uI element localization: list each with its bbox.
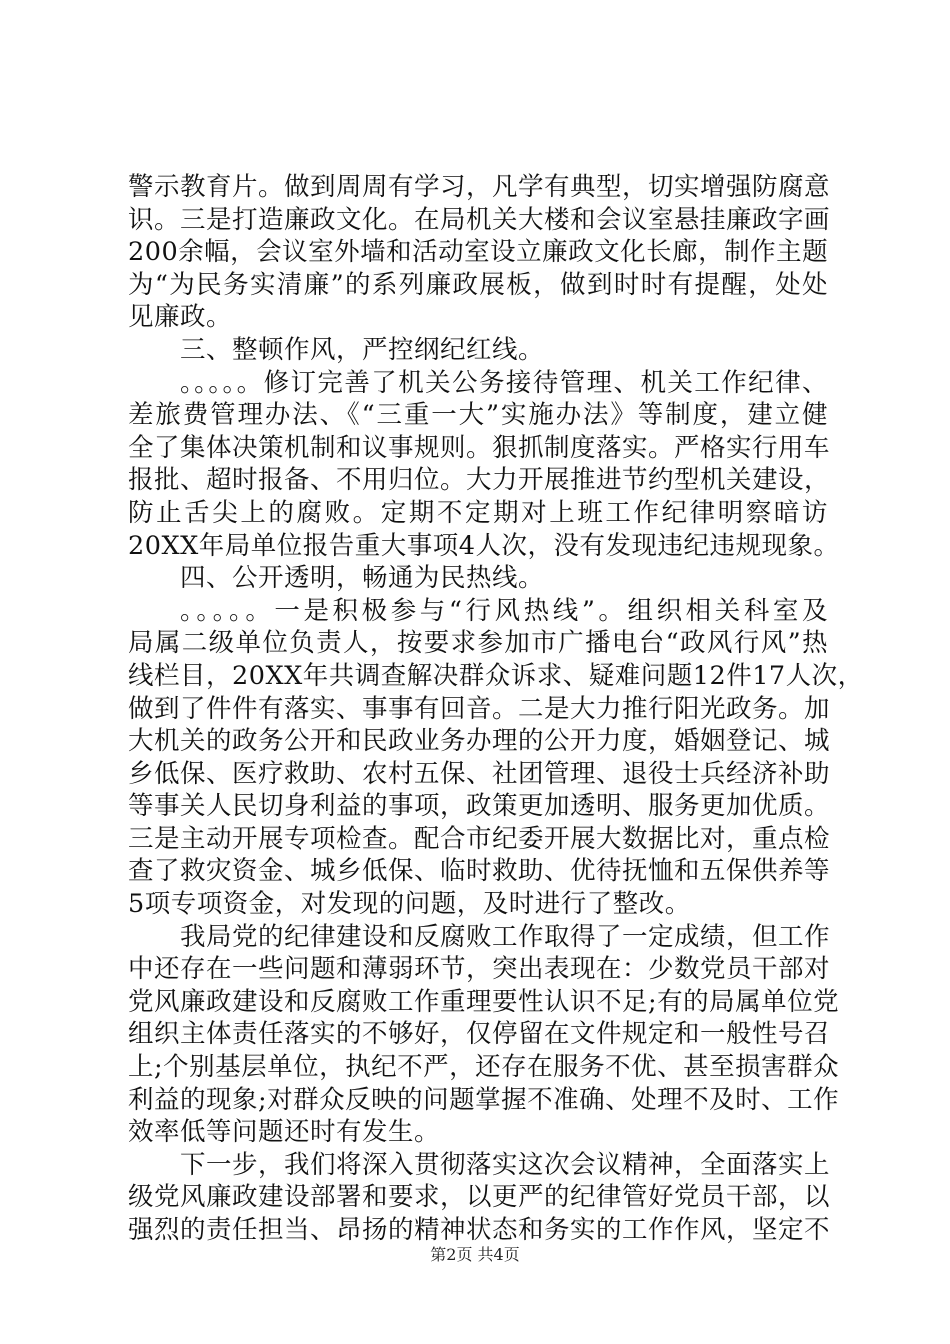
text-line: 效率低等问题还时有发生。: [128, 1117, 441, 1148]
document-body: [128, 171, 864, 1247]
text-line: 做到了件件有落实、事事有回音。二是大力推行阳光政务。加: [128, 693, 831, 724]
text-line: 防止舌尖上的腐败。定期不定期对上班工作纪律明察暗访: [128, 497, 828, 528]
text-line: 大机关的政务公开和民政业务办理的公开力度，婚姻登记、城: [128, 726, 831, 757]
text-line: 20XX年局单位报告重大事项4人次，没有发现违纪违规现象。: [128, 530, 840, 561]
text-line: 为“为民务实清廉”的系列廉政展板，做到时时有提醒，处处: [128, 269, 828, 300]
text-line: 下一步，我们将深入贯彻落实这次会议精神，全面落实上: [180, 1149, 831, 1180]
text-line: 差旅费管理办法、《“三重一大”实施办法》等制度，建立健: [128, 400, 828, 431]
text-line: 200余幅，会议室外墙和活动室设立廉政文化长廊，制作主题: [128, 237, 829, 268]
text-line: 上;个别基层单位，执纪不严，还存在服务不优、甚至损害群众: [128, 1052, 840, 1083]
text-line: 利益的现象;对群众反映的问题掌握不准确、处理不及时、工作: [128, 1084, 840, 1115]
text-line: 强烈的责任担当、昂扬的精神状态和务实的工作作风，坚定不: [128, 1215, 831, 1245]
text-line: 查了救灾资金、城乡低保、临时救助、优待抚恤和五保供养等: [128, 856, 831, 887]
text-line: 见廉政。: [128, 302, 233, 333]
text-line: 识。三是打造廉政文化。在局机关大楼和会议室悬挂廉政字画: [128, 204, 831, 235]
text-line: 报批、超时报备、不用归位。大力开展推进节约型机关建设，: [128, 465, 831, 496]
text-line: 5项专项资金，对发现的问题，及时进行了整改。: [128, 889, 691, 920]
text-line: 。。。。。修订完善了机关公务接待管理、机关工作纪律、: [180, 367, 828, 398]
text-line: 中还存在一些问题和薄弱环节，突出表现在：少数党员干部对: [128, 954, 831, 985]
text-line: 。。。。。一是积极参与“行风热线”。组织相关科室及: [180, 595, 828, 626]
text-line: 三、整顿作风，严控纲纪红线。: [180, 334, 545, 365]
text-line: 等事关人民切身利益的事项，政策更加透明、服务更加优质。: [128, 791, 831, 822]
text-line: 我局党的纪律建设和反腐败工作取得了一定成绩，但工作: [180, 921, 831, 952]
text-line: 全了集体决策机制和议事规则。狠抓制度落实。严格实行用车: [128, 432, 831, 463]
text-line: 四、公开透明，畅通为民热线。: [180, 563, 545, 594]
text-line: 乡低保、医疗救助、农村五保、社团管理、退役士兵经济补助: [128, 758, 831, 789]
text-line: 线栏目，20XX年共调查解决群众诉求、疑难问题12件17人次，: [128, 660, 864, 691]
text-line: 三是主动开展专项检查。配合市纪委开展大数据比对，重点检: [128, 823, 831, 854]
page-footer: 第2页 共4页: [430, 1245, 520, 1264]
text-line: 党风廉政建设和反腐败工作重理要性认识不足;有的局属单位党: [128, 986, 840, 1017]
text-line: 级党风廉政建设部署和要求，以更严的纪律管好党员干部，以: [128, 1182, 831, 1213]
text-line: 警示教育片。做到周周有学习，凡学有典型，切实增强防腐意: [128, 172, 831, 202]
text-line: 组织主体责任落实的不够好，仅停留在文件规定和一般性号召: [128, 1019, 831, 1050]
text-line: 局属二级单位负责人，按要求参加市广播电台“政风行风”热: [128, 628, 828, 659]
